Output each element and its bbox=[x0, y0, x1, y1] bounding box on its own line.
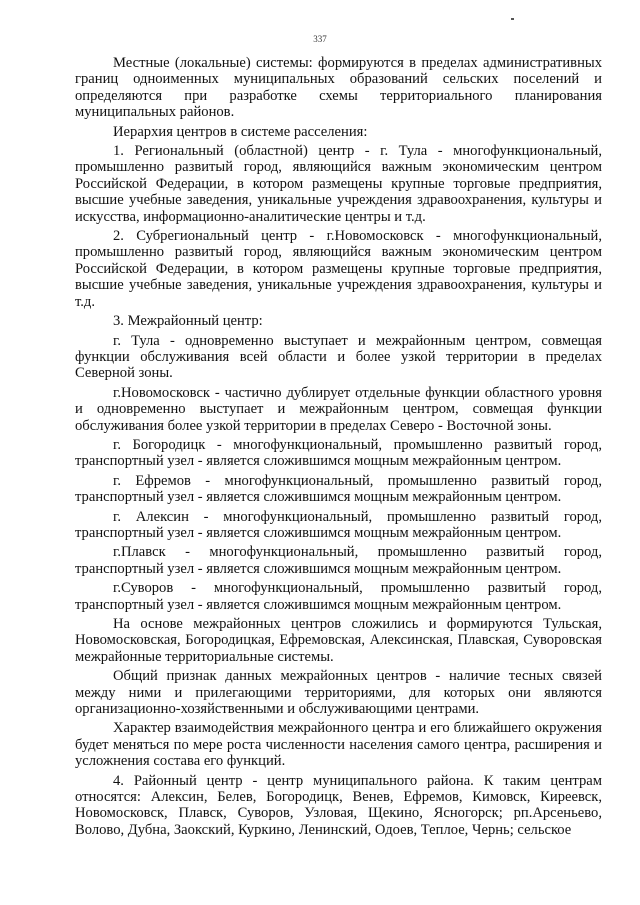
scan-speck bbox=[511, 18, 514, 20]
paragraph-interdistrict-systems: На основе межрайонных центров сложились и формируются Тульская, Новомосковская, Богородицкая, Ефремовская, Алексинская, Плавская, Суворовская межрайонные территориальные системы. bbox=[75, 616, 602, 665]
paragraph-aleksin: г. Алексин - многофункциональный, промышленно развитый город, транспортный узел - является сложившимся мощным межрайонным центром. bbox=[75, 508, 602, 541]
paragraph-district-center: 4. Районный центр - центр муниципального района. К таким центрам относятся: Алексин, Белев, Богородицк, Венев, Ефремов, Кимовск, Киреевск, Новомосковск, Плавск, Суворов, Узловая, Щекино, Ясногорск; рп.Арсеньево, Волово, Дубна, Заокский, Куркино, Ленинский, Одоев, Теплое, Чернь; сельское bbox=[75, 772, 602, 838]
paragraph-regional-center: 1. Региональный (областной) центр - г. Тула - многофункциональный, промышленно развитый город, являющийся важным экономическим центром Российской Федерации, в котором размещены крупные торговые предприятия, высшие учебные заведения, уникальные учреждения здравоохранения, культуры и искусства, информационно-аналитические центры и т.д. bbox=[75, 143, 602, 225]
paragraph-tula: г. Тула - одновременно выступает и межрайонным центром, совмещая функции обслуживания всей области и более узкой территории в пределах Северной зоны. bbox=[75, 332, 602, 382]
paragraph-efremov: г. Ефремов - многофункциональный, промышленно развитый город, транспортный узел - является сложившимся мощным межрайонным центром. bbox=[75, 472, 602, 506]
paragraph-novomoskovsk: г.Новомосковск - частично дублирует отдельные функции областного уровня и одновременно выступает и межрайонным центром, совмещая функции обслуживания более узкой территории в пределах Северо - Восточной зоны. bbox=[75, 384, 602, 434]
paragraph-hierarchy-heading: Иерархия центров в системе расселения: bbox=[113, 123, 368, 140]
paragraph-interaction-character: Характер взаимодействия межрайонного центра и его ближайшего окружения будет меняться по мере роста численности населения самого центра, расширения и усложнения состава его функций. bbox=[75, 720, 602, 770]
document-body bbox=[75, 55, 602, 841]
paragraph-plavsk: г.Плавск - многофункциональный, промышленно развитый город, транспортный узел - является сложившимся мощным межрайонным центром. bbox=[75, 544, 602, 577]
paragraph-bogoroditsk: г. Богородицк - многофункциональный, промышленно развитый город, транспортный узел - является сложившимся мощным межрайонным центром. bbox=[75, 436, 602, 470]
paragraph-local-systems: Местные (локальные) системы: формируются в пределах административных границ одноименных муниципальных образований сельских поселений и определяются при разработке схемы территориального планирования муниципальных районов. bbox=[75, 55, 602, 121]
paragraph-suvorov: г.Суворов - многофункциональный, промышленно развитый город, транспортный узел - является сложившимся мощным межрайонным центром. bbox=[75, 580, 602, 613]
paragraph-common-feature: Общий признак данных межрайонных центров - наличие тесных связей между ними и прилегающими территориями, для которых они являются организационно-хозяйственными и обслуживающими центрами. bbox=[75, 668, 602, 718]
paragraph-subregional-center: 2. Субрегиональный центр - г.Новомосковск - многофункциональный, промышленно развитый город, являющийся важным экономическим центром Российской Федерации, в котором размещены крупные торговые предприятия, высшие учебные заведения, уникальные учреждения здравоохранения, культуры и т.д. bbox=[75, 228, 602, 310]
paragraph-interdistrict-heading: 3. Межрайонный центр: bbox=[113, 313, 263, 330]
page-number: 337 bbox=[313, 34, 327, 44]
